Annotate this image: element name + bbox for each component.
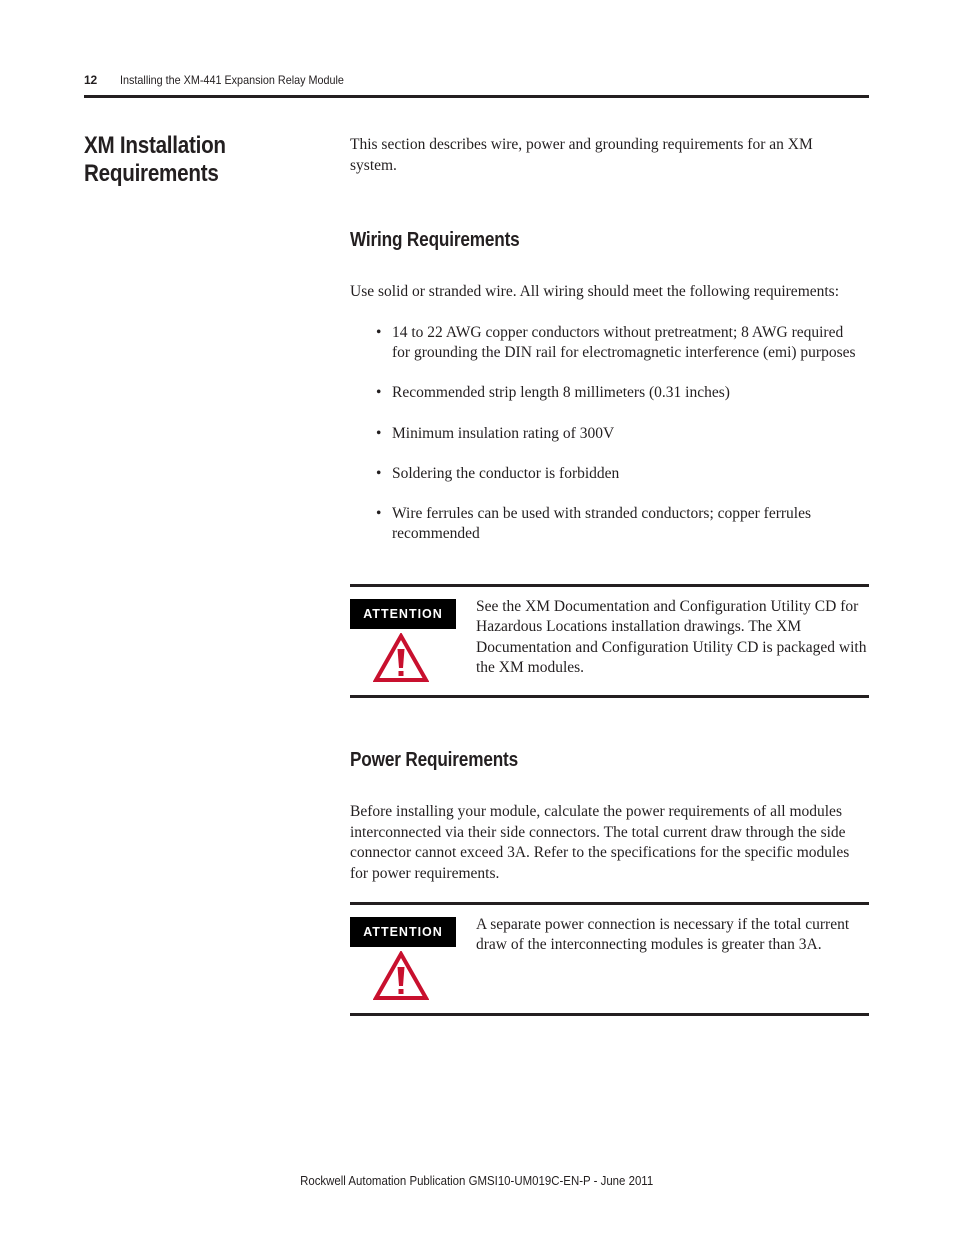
- power-body: Before installing your module, calculate the power requirements of all modules interconnected via their side connectors. The total current draw through the side connector cannot exceed 3A. Refer to the specifications for the specific modules for power requirements.: [350, 803, 850, 882]
- list-item: • 14 to 22 AWG copper conductors without pretreatment; 8 AWG required for grounding the DIN rail for electromagnetic interference (emi) purposes: [376, 323, 856, 363]
- warning-triangle-icon: [373, 951, 429, 1001]
- wiring-requirements-list: [376, 323, 856, 564]
- wiring-attention-box: [350, 584, 869, 698]
- list-item: • Wire ferrules can be used with stranded conductors; copper ferrules recommended: [376, 504, 856, 544]
- attention-text: See the XM Documentation and Configuration Utility CD for Hazardous Locations installation drawings. The XM Documentation and Configuration Utility CD is packaged with the XM modules.: [476, 598, 867, 677]
- page-number: 12: [84, 73, 97, 87]
- publication-info: Rockwell Automation Publication GMSI10-UM019C-EN-P - June 2011: [300, 1173, 654, 1188]
- attention-label: ATTENTION: [350, 917, 456, 947]
- header-rule: [84, 95, 869, 98]
- power-heading: Power Requirements: [350, 749, 519, 771]
- list-item: • Recommended strip length 8 millimeters (0.31 inches): [376, 383, 856, 403]
- list-item: • Minimum insulation rating of 300V: [376, 424, 856, 444]
- list-item: • Soldering the conductor is forbidden: [376, 464, 856, 484]
- power-attention-box: [350, 902, 869, 1016]
- wiring-heading: Wiring Requirements: [350, 229, 520, 251]
- section-intro: This section describes wire, power and grounding requirements for an XM system.: [350, 136, 813, 174]
- attention-label: ATTENTION: [350, 599, 456, 629]
- section-title: XM Installation Requirements: [84, 132, 226, 187]
- running-title: Installing the XM-441 Expansion Relay Module: [120, 73, 344, 87]
- wiring-intro: Use solid or stranded wire. All wiring should meet the following requirements:: [350, 283, 840, 300]
- attention-text: A separate power connection is necessary if the total current draw of the interconnecting modules is greater than 3A.: [476, 916, 850, 954]
- footer: [0, 1173, 954, 1188]
- warning-triangle-icon: [373, 633, 429, 683]
